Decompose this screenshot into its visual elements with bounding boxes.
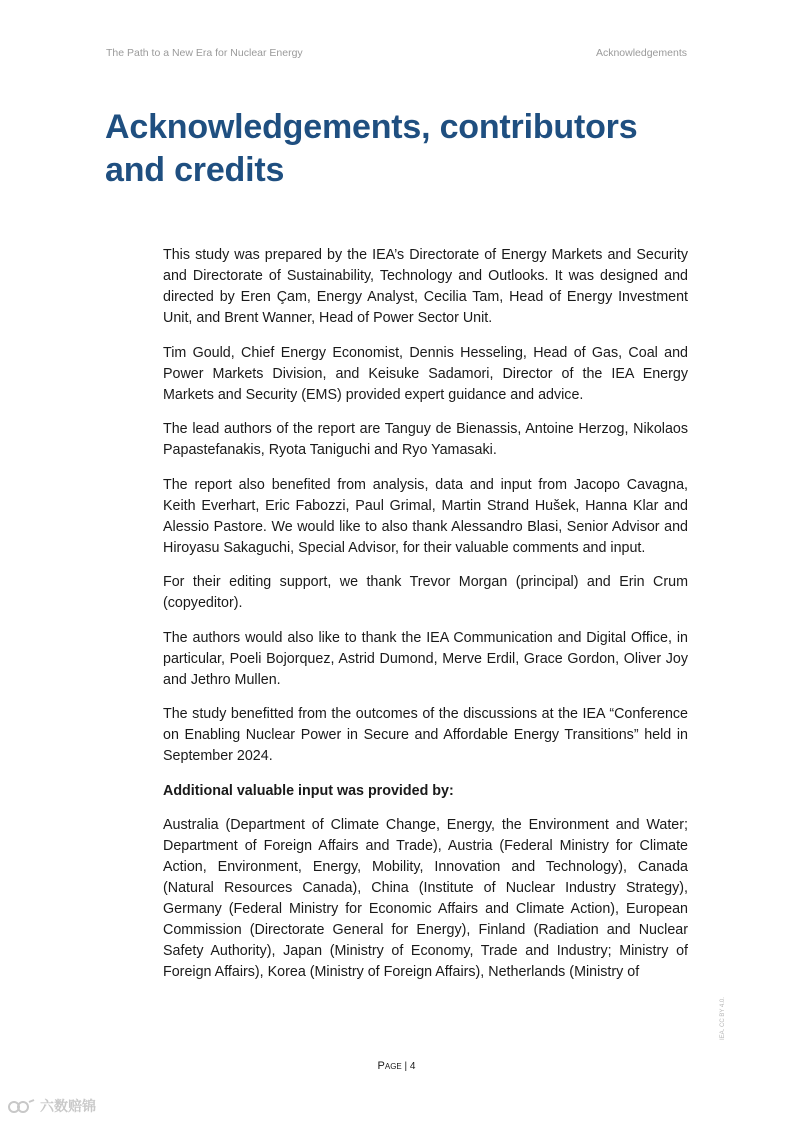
paragraph: The report also benefited from analysis, data and input from Jacopo Cavagna, Keith Everhart, Eric Fabozzi, Paul Grimal, Martin Strand Hušek, Hanna Klar and Alessio Pastore. We would like to also thank Alessandro Blasi, Senior Advisor and Hiroyasu Sakaguchi, Special Advisor, for their valuable comments and input. — [163, 476, 688, 556]
body-text — [163, 245, 688, 997]
watermark-text: 六数赔锦 — [40, 1098, 96, 1114]
watermark — [8, 1096, 96, 1116]
header-report-title: The Path to a New Era for Nuclear Energy — [106, 47, 303, 59]
paragraph: For their editing support, we thank Trevor Morgan (principal) and Erin Crum (copyeditor). — [163, 574, 688, 611]
page-title: Acknowledgements, contributors and credits — [105, 108, 638, 189]
page-separator: | — [404, 1061, 408, 1072]
paragraph: The study benefitted from the outcomes of the discussions at the IEA “Conference on Enabling Nuclear Power in Secure and Affordable Energy Transitions” held in September 2024. — [163, 706, 688, 764]
running-header — [106, 47, 687, 59]
subheading: Additional valuable input was provided by: — [163, 782, 454, 799]
paragraph: The lead authors of the report are Tanguy de Bienassis, Antoine Herzog, Nikolaos Papastefanakis, Ryota Taniguchi and Ryo Yamasaki. — [163, 421, 688, 458]
watermark-logo-icon — [8, 1098, 36, 1114]
page-label: Page — [377, 1060, 402, 1072]
paragraph: This study was prepared by the IEA’s Directorate of Energy Markets and Security and Directorate of Sustainability, Technology and Outlooks. It was designed and directed by Eren Çam, Energy Analyst, Cecilia Tam, Head of Energy Investment Unit, and Brent Wanner, Head of Power Sector Unit. — [163, 247, 688, 326]
page-footer — [0, 1060, 793, 1072]
paragraph: The authors would also like to thank the IEA Communication and Digital Office, in particular, Poeli Bojorquez, Astrid Dumond, Merve Erdil, Grace Gordon, Oliver Joy and Jethro Mullen. — [163, 629, 688, 688]
header-section-name: Acknowledgements — [595, 47, 687, 59]
license-note: IEA. CC BY 4.0. — [720, 997, 726, 1040]
paragraph: Australia (Department of Climate Change, Energy, the Environment and Water; Department of Foreign Affairs and Trade), Austria (Federal Ministry for Climate Action, Environment, Energy, Mobility, Innovation and Technology), Canada (Natural Resources Canada), China (Institute of Nuclear Industry Strategy), Germany (Federal Ministry for Economic Affairs and Climate Action), European Commission (Directorate General for Energy), Finland (Radiation and Nuclear Safety Authority), Japan (Ministry of Economy, Trade and Industry; Ministry of Foreign Affairs), Korea (Ministry of Foreign Affairs), Netherlands (Ministry of — [163, 817, 688, 980]
paragraph: Tim Gould, Chief Energy Economist, Dennis Hesseling, Head of Gas, Coal and Power Markets Division, and Keisuke Sadamori, Director of the IEA Energy Markets and Security (EMS) provided expert guidance and advice. — [163, 344, 688, 403]
page-number: 4 — [409, 1061, 416, 1072]
